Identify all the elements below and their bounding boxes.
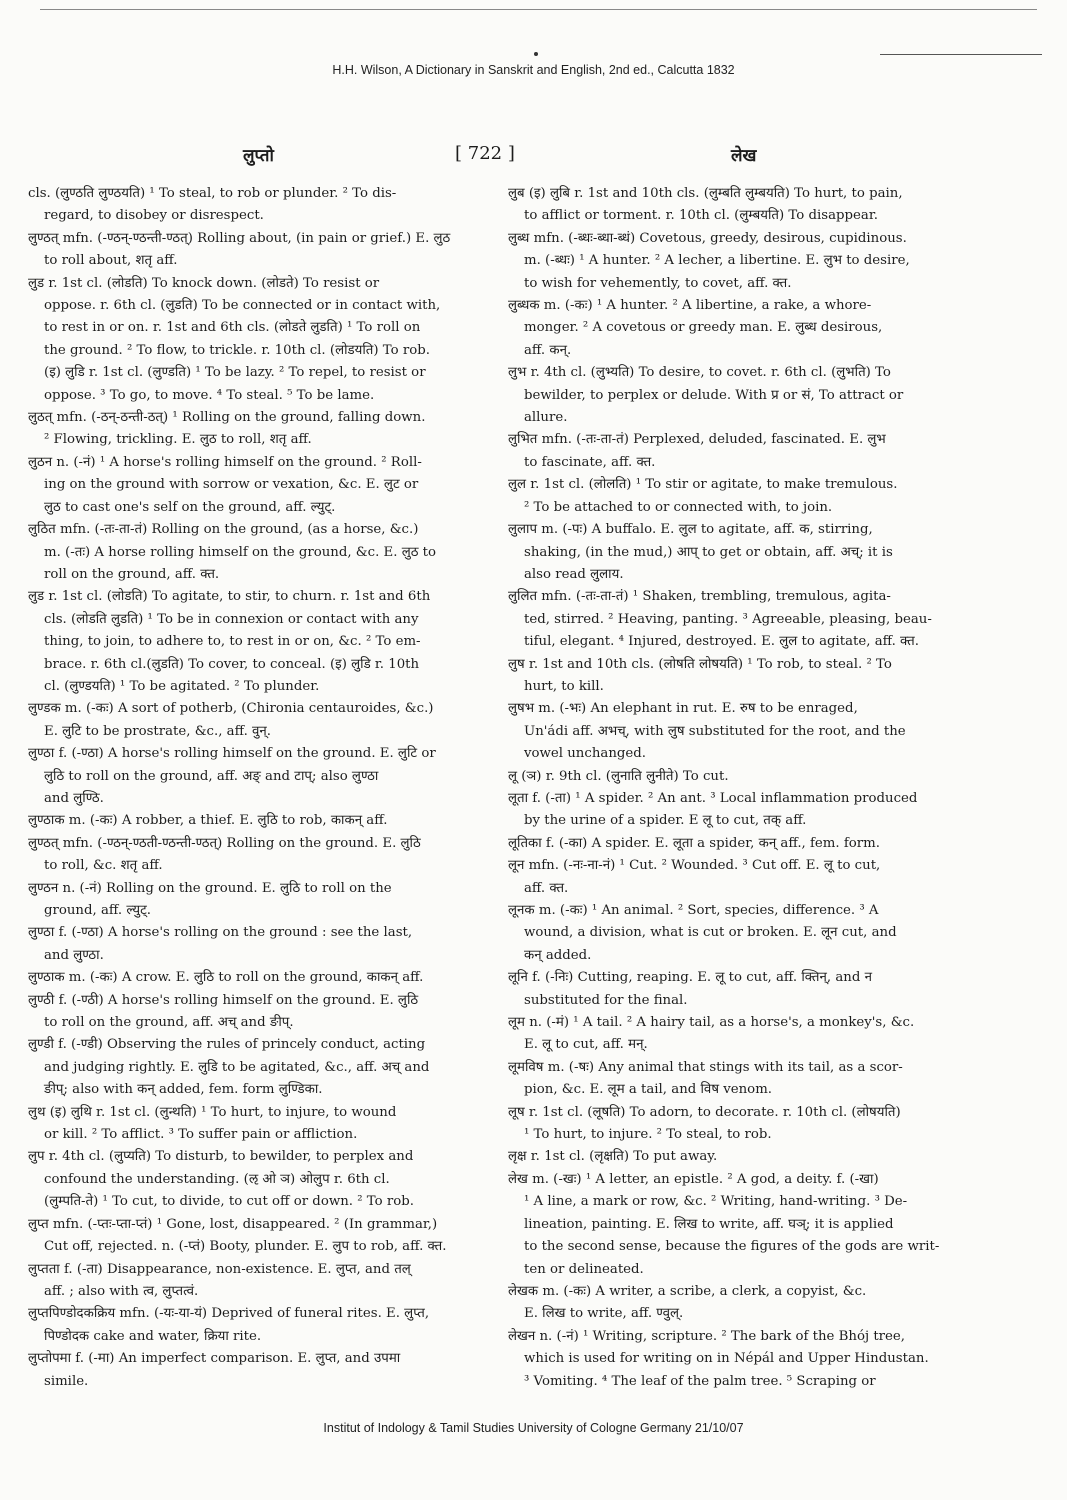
dictionary-entry: [508, 967, 954, 1012]
entry-line: confound the understanding. (ऌ ओ ञ) ओलुप r. 6th cl.: [44, 1171, 390, 1187]
entry-line: लुण्ठन n. (-नं) Rolling on the ground. E. लुठि to roll on the: [28, 880, 392, 896]
entry-line: लुड r. 1st cl. (लोडति) To knock down. (लोडते) To resist or: [28, 275, 380, 291]
entry-line: by the urine of a spider. E लू to cut, तक् aff.: [524, 813, 807, 829]
entry-line: लुण्ठाक m. (-कः) A crow. E. लुठि to roll on the ground, काकन् aff.: [28, 970, 424, 986]
entry-line: to wish for vehemently, to covet, aff. क्त.: [524, 275, 792, 291]
dictionary-entry: [508, 1326, 954, 1393]
dictionary-entry: [508, 1281, 954, 1326]
dictionary-entry: [28, 1102, 480, 1147]
dictionary-entry: [508, 833, 954, 855]
entry-line: and लुण्ठा.: [44, 947, 104, 963]
dictionary-entry: [28, 586, 480, 698]
entry-line: bewilder, to perplex or delude. With प्र or सं, To attract or: [524, 387, 904, 403]
entry-line: लुब्धक m. (-कः) ¹ A hunter. ² A libertine, a rake, a whore-: [508, 298, 872, 314]
entry-line: लुण्ठी f. (-ण्ठी) A horse's rolling himself on the ground. E. लुठि: [28, 992, 419, 1008]
entry-line: लुठत् mfn. (-ठन्-ठन्ती-ठत्) ¹ Rolling on the ground, falling down.: [28, 410, 426, 426]
entry-line: ten or delineated.: [524, 1261, 644, 1277]
dictionary-entry: [28, 743, 480, 810]
entry-line: ङीप्; also with कन् added, fem. form लुण्डिका.: [44, 1082, 323, 1098]
entry-line: roll on the ground, aff. क्त.: [44, 566, 220, 582]
entry-line: and लुण्ठि.: [44, 790, 104, 806]
dictionary-entry: [28, 1214, 480, 1259]
entry-line: लून mfn. (-नः-ना-नं) ¹ Cut. ² Wounded. ³ Cut off. E. लू to cut,: [508, 858, 881, 874]
dictionary-entry: [508, 1012, 954, 1057]
entry-line: ³ Vomiting. ⁴ The leaf of the palm tree. ⁵ Scraping or: [524, 1373, 876, 1389]
dictionary-entry: [508, 698, 954, 765]
entry-line: लुषभ m. (-भः) An elephant in rut. E. रुष to be enraged,: [508, 701, 858, 717]
dictionary-entry: [28, 878, 480, 923]
entry-line: to afflict or torment. r. 10th cl. (लुम्बयति) To disappear.: [524, 208, 878, 224]
entry-line: पिण्डोदक cake and water, क्रिया rite.: [44, 1328, 262, 1344]
dictionary-entry: [28, 1146, 480, 1213]
right-guide-word: लेख: [731, 146, 757, 166]
entry-line: to roll, &c. शतृ aff.: [44, 858, 163, 874]
entry-line: (इ) लुडि r. 1st cl. (लुण्डति) ¹ To be lazy. ² To repel, to resist or: [44, 365, 426, 381]
entry-line: also read लुलाय.: [524, 566, 624, 582]
top-rule: [40, 9, 1037, 10]
entry-line: cl. (लुण्डयति) ¹ To be agitated. ² To plunder.: [44, 678, 320, 694]
entry-line: substituted for the final.: [524, 992, 688, 1008]
entry-line: brace. r. 6th cl.(लुडति) To cover, to conceal. (इ) लुडि r. 10th: [44, 656, 420, 672]
dictionary-entry: [28, 273, 480, 407]
right-column: [508, 183, 954, 1393]
dictionary-entry: [28, 922, 480, 967]
entry-line: hurt, to kill.: [524, 678, 604, 694]
entry-line: which is used for writing on in Népál and Upper Hindustan.: [524, 1351, 929, 1367]
entry-line: लूनि f. (-निः) Cutting, reaping. E. लू to cut, aff. क्तिन्, and न: [508, 970, 872, 986]
entry-line: लुप्तपिण्डोदकक्रिय mfn. (-यः-या-यं) Deprived of funeral rites. E. लुप्त,: [28, 1306, 430, 1322]
ink-dot: [534, 52, 538, 56]
entry-line: Un'ádi aff. अभच्, with लुष substituted for the root, and the: [524, 723, 906, 739]
dictionary-entry: [508, 1102, 954, 1147]
entry-line: aff. क्त.: [524, 880, 569, 896]
dictionary-entry: [508, 654, 954, 699]
dictionary-entry: [508, 586, 954, 653]
top-rule-right: [880, 54, 1042, 55]
entry-line: to rest in or on. r. 1st and 6th cls. (लोडते लुडति) ¹ To roll on: [44, 320, 421, 336]
dictionary-entry: [28, 183, 480, 228]
entry-line: लुब्ध mfn. (-ब्धः-ब्धा-ब्धं) Covetous, greedy, desirous, cupidinous.: [508, 230, 907, 246]
entry-line: लूष r. 1st cl. (लूषति) To adorn, to decorate. r. 10th cl. (लोषयति): [508, 1104, 901, 1120]
entry-line: aff. ; also with त्व, लुप्तत्वं.: [44, 1283, 199, 1299]
entry-line: लू (ञ) r. 9th cl. (लुनाति लुनीते) To cut.: [508, 768, 729, 784]
entry-line: लूमविष m. (-षः) Any animal that stings with its tail, as a scor-: [508, 1059, 903, 1075]
entry-line: लुभ r. 4th cl. (लुभ्यति) To desire, to covet. r. 6th cl. (लुभति) To: [508, 365, 891, 381]
dictionary-entry: [28, 1259, 480, 1304]
entry-line: लूम n. (-मं) ¹ A tail. ² A hairy tail, as a horse's, a monkey's, &c.: [508, 1015, 915, 1031]
dictionary-entry: [508, 519, 954, 586]
dictionary-entry: [28, 833, 480, 878]
dictionary-entry: [28, 228, 480, 273]
entry-line: Cut off, rejected. n. (-प्तं) Booty, plunder. E. लुप to rob, aff. क्त.: [44, 1239, 447, 1255]
dictionary-entry: [508, 788, 954, 833]
entry-line: cls. (लुण्ठति लुण्ठयति) ¹ To steal, to rob or plunder. ² To dis-: [28, 186, 397, 201]
entry-line: लुप्तता f. (-ता) Disappearance, non-existence. E. लुप्त, and तल्: [28, 1261, 411, 1277]
dictionary-entry: [508, 228, 954, 295]
dictionary-entry: [28, 1034, 480, 1101]
dictionary-entry: [28, 1348, 480, 1393]
entry-line: ¹ To hurt, to injure. ² To steal, to rob.: [524, 1127, 772, 1143]
dictionary-entry: [28, 990, 480, 1035]
dictionary-entry: [508, 855, 954, 900]
entry-line: लुण्डक m. (-कः) A sort of potherb, (Chironia centauroides, &c.): [28, 701, 434, 717]
dictionary-entry: [508, 1146, 954, 1168]
entry-line: or kill. ² To afflict. ³ To suffer pain or affliction.: [44, 1127, 358, 1143]
entry-line: लेख m. (-खः) ¹ A letter, an epistle. ² A god, a deity. f. (-खा): [508, 1171, 879, 1187]
entry-line: लुब (इ) लुबि r. 1st and 10th cls. (लुम्बति लुम्बयति) To hurt, to pain,: [508, 186, 903, 201]
entry-line: लुलाप m. (-पः) A buffalo. E. लुल to agitate, aff. क, stirring,: [508, 522, 873, 538]
entry-line: m. (-ब्धः) ¹ A hunter. ² A lecher, a libertine. E. लुभ to desire,: [524, 253, 910, 269]
entry-line: लूतिका f. (-का) A spider. E. लूता a spider, कन् aff., fem. form.: [508, 835, 880, 851]
entry-line: लुप r. 4th cl. (लुप्यति) To disturb, to bewilder, to perplex and: [28, 1149, 414, 1165]
entry-line: pion, &c. E. लूम a tail, and विष venom.: [524, 1082, 773, 1098]
entry-line: ² To be attached to or connected with, to join.: [524, 499, 833, 515]
entry-line: and judging rightly. E. लुडि to be agitated, &c., aff. अच् and: [44, 1059, 430, 1075]
entry-line: लेखन n. (-नं) ¹ Writing, scripture. ² The bark of the Bhój tree,: [508, 1328, 906, 1344]
entry-line: लुण्ठत् mfn. (-ण्ठन्-ण्ठती-ण्ठन्ती-ण्ठत्) Rolling on the ground. E. लुठि: [28, 835, 421, 851]
dictionary-entry: [28, 452, 480, 519]
entry-line: लुण्ठा f. (-ण्ठा) A horse's rolling on the ground : see the last,: [28, 925, 413, 941]
entry-line: कन् added.: [524, 947, 592, 963]
entry-line: लुष r. 1st and 10th cls. (लोषति लोषयति) ¹ To rob, to steal. ² To: [508, 656, 892, 672]
entry-line: लुप्त mfn. (-प्तः-प्ता-प्तं) ¹ Gone, lost, disappeared. ² (In grammar,): [28, 1216, 438, 1232]
entry-line: E. लिख to write, aff. ण्वुल्.: [524, 1306, 684, 1322]
entry-line: vowel unchanged.: [524, 746, 646, 762]
entry-line: लुलित mfn. (-तः-ता-तं) ¹ Shaken, trembling, tremulous, agita-: [508, 589, 891, 605]
entry-line: allure.: [524, 410, 568, 426]
entry-line: E. लुटि to be prostrate, &c., aff. वुन्.: [44, 723, 272, 739]
entry-line: लुठित mfn. (-तः-ता-तं) Rolling on the ground, (as a horse, &c.): [28, 522, 419, 538]
entry-line: लुण्ठा f. (-ण्ठा) A horse's rolling himself on the ground. E. लुटि or: [28, 746, 436, 762]
dictionary-entry: [508, 766, 954, 788]
dictionary-entry: [28, 810, 480, 832]
entry-line: wound, a division, what is cut or broken. E. लून cut, and: [524, 925, 897, 941]
entry-line: लुभित mfn. (-तः-ता-तं) Perplexed, deluded, fascinated. E. लुभ: [508, 432, 886, 448]
entry-line: regard, to disobey or disrespect.: [44, 208, 264, 224]
dictionary-entry: [508, 429, 954, 474]
dictionary-entry: [508, 1057, 954, 1102]
entry-line: oppose. r. 6th cl. (लुडति) To be connected or in contact with,: [44, 298, 441, 314]
entry-line: लुण्ठाक m. (-कः) A robber, a thief. E. लुठि to rob, काकन् aff.: [28, 813, 388, 829]
entry-line: लुथ (इ) लुथि r. 1st cl. (लुन्थति) ¹ To hurt, to injure, to wound: [28, 1104, 397, 1120]
entry-line: लूनक m. (-कः) ¹ An animal. ² Sort, species, difference. ³ A: [508, 903, 879, 918]
entry-line: ¹ A line, a mark or row, &c. ² Writing, hand-writing. ³ De-: [524, 1194, 908, 1210]
entry-line: simile.: [44, 1373, 89, 1389]
entry-line: shaking, (in the mud,) आप् to get or obtain, aff. अच्; it is: [524, 544, 893, 560]
page-number: [ 722 ]: [455, 143, 515, 164]
entry-line: monger. ² A covetous or greedy man. E. लुब्ध desirous,: [524, 320, 883, 336]
entry-line: m. (-तः) A horse rolling himself on the ground, &c. E. लुठ to: [44, 544, 437, 560]
entry-line: lineation, painting. E. लिख to write, aff. घञ्; it is applied: [524, 1216, 894, 1232]
entry-line: लुण्डी f. (-ण्डी) Observing the rules of princely conduct, acting: [28, 1037, 426, 1053]
dictionary-entry: [28, 519, 480, 586]
dictionary-entry: [508, 1169, 954, 1281]
entry-line: (लुम्पति-ते) ¹ To cut, to divide, to cut off or down. ² To rob.: [44, 1194, 414, 1210]
dictionary-entry: [28, 407, 480, 452]
dictionary-entry: [508, 900, 954, 967]
entry-line: to fascinate, aff. क्त.: [524, 454, 656, 470]
entry-line: the ground. ² To flow, to trickle. r. 10th cl. (लोडयति) To rob.: [44, 342, 430, 358]
entry-line: tiful, elegant. ⁴ Injured, destroyed. E. लुल to agitate, aff. क्त.: [524, 634, 919, 650]
entry-line: लुठन n. (-नं) ¹ A horse's rolling himself on the ground. ² Roll-: [28, 454, 422, 470]
entry-line: to roll about, शतृ aff.: [44, 253, 178, 269]
entry-line: ground, aff. ल्युट्.: [44, 903, 152, 918]
entry-line: oppose. ³ To go, to move. ⁴ To steal. ⁵ To be lame.: [44, 387, 375, 403]
dictionary-entry: [508, 183, 954, 228]
footer-credit: Institut of Indology & Tamil Studies University of Cologne Germany 21/10/07: [323, 1421, 744, 1435]
source-banner: H.H. Wilson, A Dictionary in Sanskrit and English, 2nd ed., Calcutta 1832: [332, 63, 735, 77]
dictionary-entry: [28, 967, 480, 989]
left-guide-word: लुप्तो: [243, 146, 274, 166]
entry-line: लृक्ष r. 1st cl. (लृक्षति) To put away.: [508, 1149, 718, 1165]
entry-line: thing, to join, to adhere to, to rest in or on, &c. ² To em-: [44, 634, 421, 650]
entry-line: लूता f. (-ता) ¹ A spider. ² An ant. ³ Local inflammation produced: [508, 790, 918, 806]
entry-line: लुठि to roll on the ground, aff. अङ् and टाप्; also लुण्ठा: [44, 768, 379, 784]
entry-line: cls. (लोडति लुडति) ¹ To be in connexion or contact with any: [44, 611, 419, 627]
entry-line: ² Flowing, trickling. E. लुठ to roll, शतृ aff.: [44, 432, 312, 448]
dictionary-entry: [28, 698, 480, 743]
entry-line: लेखक m. (-कः) A writer, a scribe, a clerk, a copyist, &c.: [508, 1283, 867, 1299]
left-column: [28, 183, 480, 1393]
entry-line: to roll on the ground, aff. अच् and ङीप्.: [44, 1015, 294, 1031]
entry-line: to the second sense, because the figures of the gods are writ-: [524, 1239, 940, 1255]
dictionary-entry: [508, 362, 954, 429]
entry-line: लुठ to cast one's self on the ground, aff. ल्युट्.: [44, 499, 336, 515]
entry-line: लुप्तोपमा f. (-मा) An imperfect comparison. E. लुप्त, and उपमा: [28, 1351, 401, 1367]
entry-line: ted, stirred. ² Heaving, panting. ³ Agreeable, pleasing, beau-: [524, 611, 932, 627]
entry-line: लुल r. 1st cl. (लोलति) ¹ To stir or agitate, to make tremulous.: [508, 477, 898, 493]
dictionary-entry: [508, 295, 954, 362]
entry-line: लुड r. 1st cl. (लोडति) To agitate, to stir, to churn. r. 1st and 6th: [28, 589, 431, 605]
entry-line: aff. कन्.: [524, 342, 572, 358]
dictionary-entry: [508, 474, 954, 519]
entry-line: ing on the ground with sorrow or vexation, &c. E. लुट or: [44, 477, 419, 493]
entry-line: E. लू to cut, aff. मन्.: [524, 1037, 648, 1053]
entry-line: लुण्ठत् mfn. (-ण्ठन्-ण्ठन्ती-ण्ठत्) Rolling about, (in pain or grief.) E. लुठ: [28, 230, 451, 246]
dictionary-entry: [28, 1303, 480, 1348]
